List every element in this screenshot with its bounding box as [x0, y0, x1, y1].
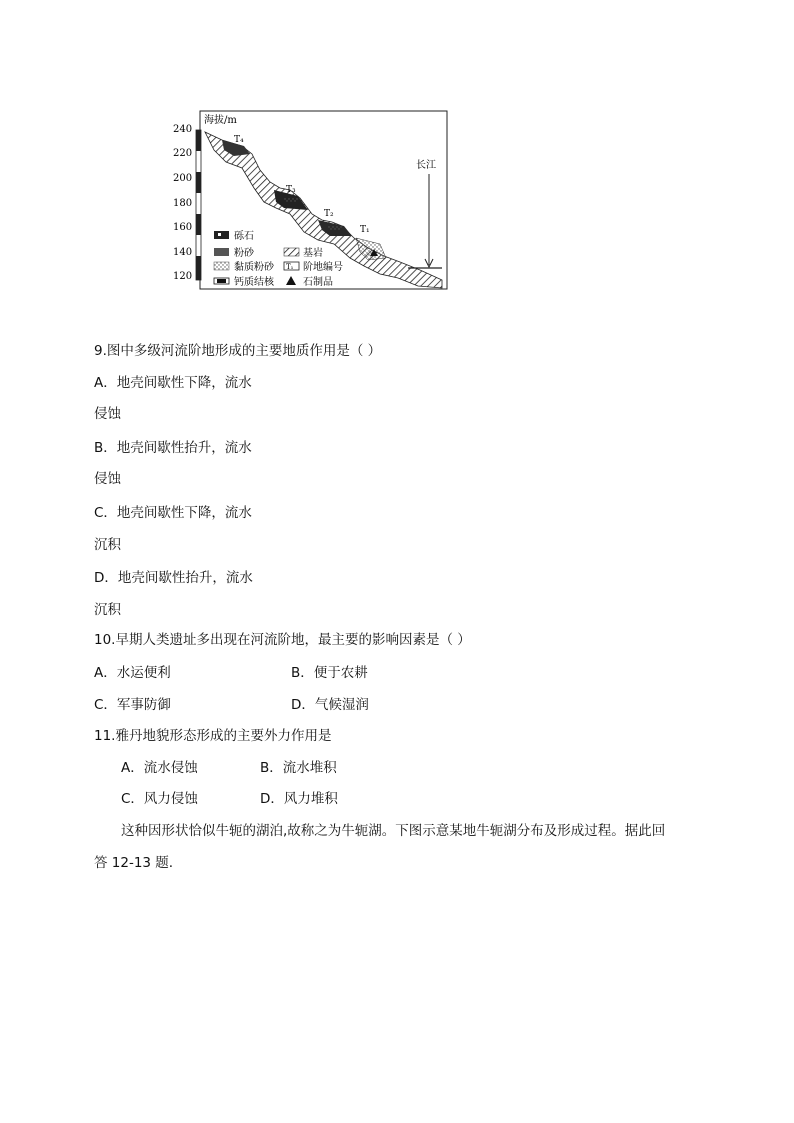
legend-terrace-box-glyph: T₁ [286, 263, 294, 271]
river-label: 长江 [416, 160, 436, 171]
tick-label: 160 [173, 222, 193, 233]
tick-label: 220 [173, 148, 193, 159]
legend-bedrock: 基岩 [303, 248, 323, 259]
legend-clayey-silt: 黏质粉砂 [234, 262, 274, 273]
q9-option-b-cont: 侵蚀 [94, 471, 121, 487]
q9-option-a-cont: 侵蚀 [94, 406, 121, 422]
q11-option-a[interactable]: A．流水侵蚀 [121, 760, 198, 776]
q11-option-d[interactable]: D．风力堆积 [260, 791, 338, 807]
axis-title: 海拔/m [204, 115, 237, 126]
terrace-diagram [172, 110, 448, 290]
legend-calcareous: 钙质结核 [234, 277, 274, 288]
q9-option-c[interactable]: C．地壳间歇性下降，流水 [94, 505, 252, 521]
terrace-figure [172, 110, 448, 290]
terrace-label-t2: T₂ [324, 209, 334, 219]
q10-option-d[interactable]: D．气候湿润 [291, 697, 369, 713]
q10-option-a[interactable]: A．水运便利 [94, 665, 171, 681]
tick-label: 200 [173, 173, 193, 184]
tick-label: 140 [173, 247, 193, 258]
q9-option-b[interactable]: B．地壳间歇性抬升，流水 [94, 440, 252, 456]
q11-option-c[interactable]: C．风力侵蚀 [121, 791, 198, 807]
legend-stone-icon [286, 276, 296, 285]
question-9-stem: 9.图中多级河流阶地形成的主要地质作用是（ ） [94, 343, 382, 359]
q9-option-a[interactable]: A．地壳间歇性下降，流水 [94, 375, 252, 391]
tick-label: 180 [173, 198, 193, 209]
tick-label: 240 [173, 124, 193, 135]
q10-option-c[interactable]: C．军事防御 [94, 697, 171, 713]
legend-gravel: 砾石 [234, 231, 254, 242]
q11-option-b[interactable]: B．流水堆积 [260, 760, 337, 776]
terrace-label-t1: T₁ [360, 225, 370, 235]
q9-option-d[interactable]: D．地壳间歇性抬升，流水 [94, 570, 253, 586]
q10-option-b[interactable]: B．便于农耕 [291, 665, 368, 681]
passage-intro-line1: 这种因形状恰似牛轭的湖泊,故称之为牛轭湖。下图示意某地牛轭湖分布及形成过程。据此回 [121, 823, 666, 839]
terrace-label-t4: T₄ [234, 135, 244, 145]
terrace-label-t3: T₃ [286, 185, 296, 195]
legend-silt: 粉砂 [234, 248, 254, 259]
legend-stone: 石制品 [303, 277, 333, 288]
question-11-stem: 11.雅丹地貌形态形成的主要外力作用是 [94, 728, 332, 744]
tick-label: 120 [173, 271, 193, 282]
passage-intro-line2: 答 12-13 题. [94, 855, 174, 871]
legend-terrace-no: 阶地编号 [303, 262, 343, 273]
q9-option-d-cont: 沉积 [94, 602, 121, 618]
q9-option-c-cont: 沉积 [94, 537, 121, 553]
question-10-stem: 10.早期人类遗址多出现在河流阶地，最主要的影响因素是（ ） [94, 632, 471, 648]
